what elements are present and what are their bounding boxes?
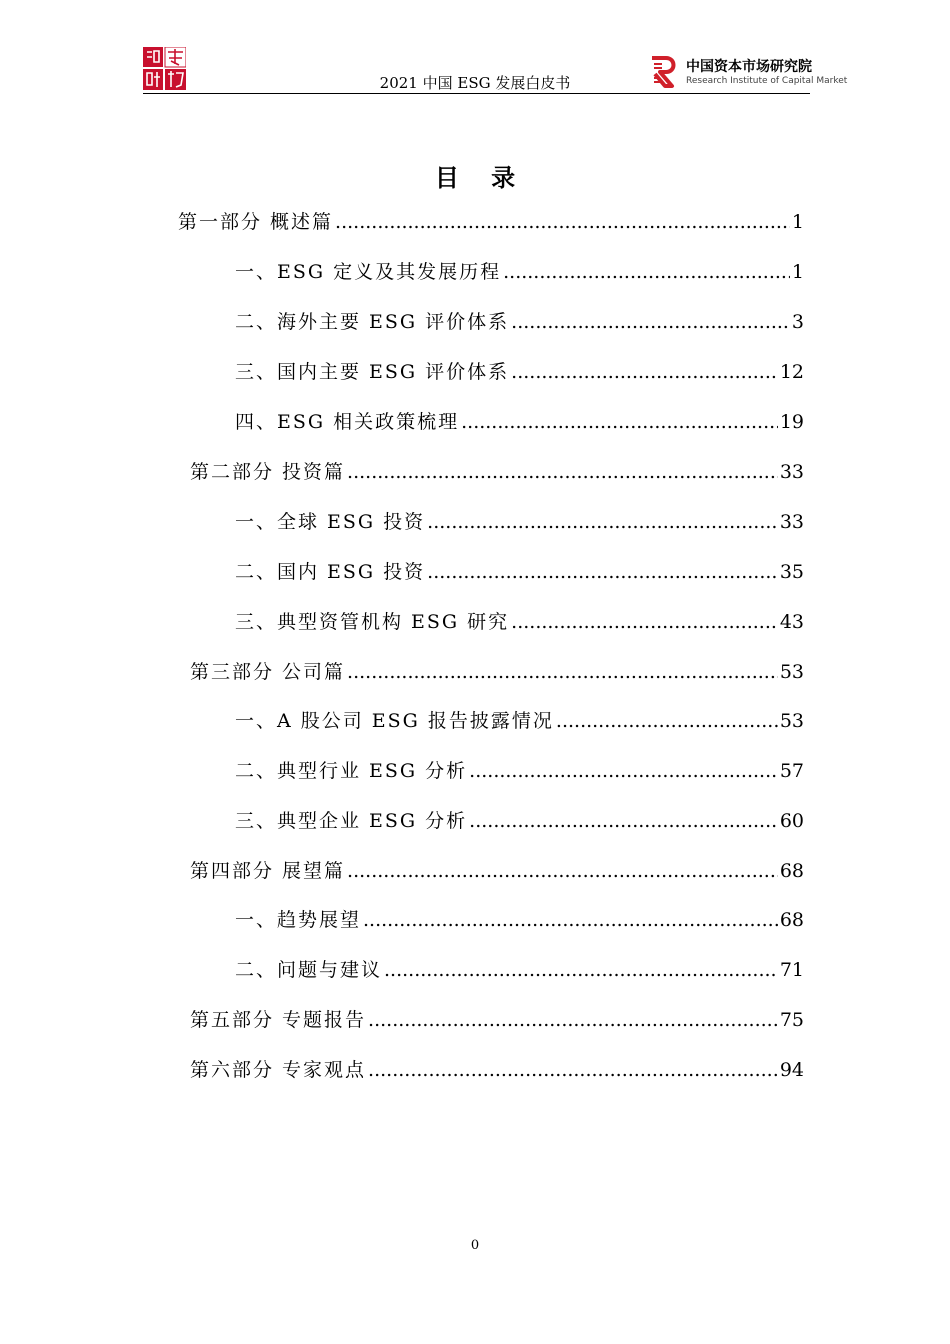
toc-entry-label: 四、ESG 相关政策梳理 xyxy=(235,411,460,433)
toc-entry-page: 68 xyxy=(779,909,804,931)
toc-entry-page: 68 xyxy=(779,860,804,882)
toc-entry-label: 二、国内 ESG 投资 xyxy=(235,561,426,583)
toc-entry-label: 第一部分 概述篇 xyxy=(178,211,334,233)
header-title: 2021 中国 ESG 发展白皮书 xyxy=(379,74,571,92)
toc-entry-page: 12 xyxy=(779,361,804,383)
toc-entry-label: 二、海外主要 ESG 评价体系 xyxy=(235,311,510,333)
toc-leader-dots xyxy=(469,810,778,832)
toc-entry-page: 19 xyxy=(779,411,804,433)
toc-entry-label: 二、典型行业 ESG 分析 xyxy=(235,760,468,782)
institute-name-cn: 中国资本市场研究院 xyxy=(686,59,812,75)
toc-leader-dots xyxy=(461,411,778,433)
header-divider xyxy=(143,93,810,94)
page-number: 0 xyxy=(470,1238,480,1253)
toc-entry-label: 一、ESG 定义及其发展历程 xyxy=(235,261,502,283)
toc-entry-page: 94 xyxy=(779,1059,804,1081)
toc-entry[interactable] xyxy=(235,806,804,836)
toc-entry[interactable] xyxy=(235,706,804,736)
toc-entry[interactable] xyxy=(235,955,804,985)
toc-leader-dots xyxy=(384,959,778,981)
toc-entry[interactable] xyxy=(190,1055,804,1085)
toc-leader-dots xyxy=(511,611,778,633)
toc-leader-dots xyxy=(427,561,778,583)
toc-entry[interactable] xyxy=(235,507,804,537)
toc-entry-label: 第四部分 展望篇 xyxy=(190,860,346,882)
toc-leader-dots xyxy=(363,909,778,931)
toc-entry-page: 53 xyxy=(779,710,804,732)
toc-leader-dots xyxy=(556,710,778,732)
toc-entry[interactable] xyxy=(235,407,804,437)
toc-entry-label: 一、A 股公司 ESG 报告披露情况 xyxy=(235,710,554,732)
toc-entry-page: 3 xyxy=(791,311,804,333)
toc-leader-dots xyxy=(427,511,778,533)
toc-leader-dots xyxy=(347,661,778,683)
toc-entry-label: 第三部分 公司篇 xyxy=(190,661,346,683)
toc-entry-page: 75 xyxy=(779,1009,804,1031)
toc-title: 目 录 xyxy=(434,163,528,192)
toc-entry-label: 一、趋势展望 xyxy=(235,909,362,931)
toc-entry[interactable] xyxy=(178,207,804,237)
toc-entry-label: 一、全球 ESG 投资 xyxy=(235,511,426,533)
toc-entry[interactable] xyxy=(235,905,804,935)
toc-entry-page: 35 xyxy=(779,561,804,583)
toc-leader-dots xyxy=(368,1059,778,1081)
toc-leader-dots xyxy=(335,211,790,233)
toc-entry-page: 43 xyxy=(779,611,804,633)
toc-entry-label: 三、典型企业 ESG 分析 xyxy=(235,810,468,832)
toc-entry-label: 第六部分 专家观点 xyxy=(190,1059,367,1081)
toc-entry[interactable] xyxy=(190,457,804,487)
toc-entry-label: 二、问题与建议 xyxy=(235,959,383,981)
toc-entry-label: 三、典型资管机构 ESG 研究 xyxy=(235,611,510,633)
toc-entry[interactable] xyxy=(190,856,804,886)
institute-name-en: Research Institute of Capital Market xyxy=(686,76,848,86)
toc-entry-page: 33 xyxy=(779,511,804,533)
toc-entry-page: 57 xyxy=(779,760,804,782)
toc-entry[interactable] xyxy=(190,1005,804,1035)
toc-entry-page: 53 xyxy=(779,661,804,683)
toc-entry[interactable] xyxy=(235,257,804,287)
toc-entry-label: 三、国内主要 ESG 评价体系 xyxy=(235,361,510,383)
toc-entry-page: 71 xyxy=(779,959,804,981)
toc-leader-dots xyxy=(511,361,778,383)
toc-leader-dots xyxy=(469,760,778,782)
research-institute-logo-icon xyxy=(650,56,680,88)
toc-entry[interactable] xyxy=(235,357,804,387)
toc-entry-page: 1 xyxy=(791,211,804,233)
toc-entry-page: 1 xyxy=(791,261,804,283)
toc-entry[interactable] xyxy=(235,607,804,637)
toc-entry-page: 60 xyxy=(779,810,804,832)
toc-entry-page: 33 xyxy=(779,461,804,483)
toc-entry[interactable] xyxy=(235,307,804,337)
toc-leader-dots xyxy=(368,1009,778,1031)
toc-entry-label: 第二部分 投资篇 xyxy=(190,461,346,483)
toc-leader-dots xyxy=(511,311,790,333)
toc-entry-label: 第五部分 专题报告 xyxy=(190,1009,367,1031)
toc-leader-dots xyxy=(503,261,790,283)
toc-leader-dots xyxy=(347,461,778,483)
toc-entry[interactable] xyxy=(235,756,804,786)
toc-leader-dots xyxy=(347,860,778,882)
toc-entry[interactable] xyxy=(235,557,804,587)
toc-entry[interactable] xyxy=(190,657,804,687)
